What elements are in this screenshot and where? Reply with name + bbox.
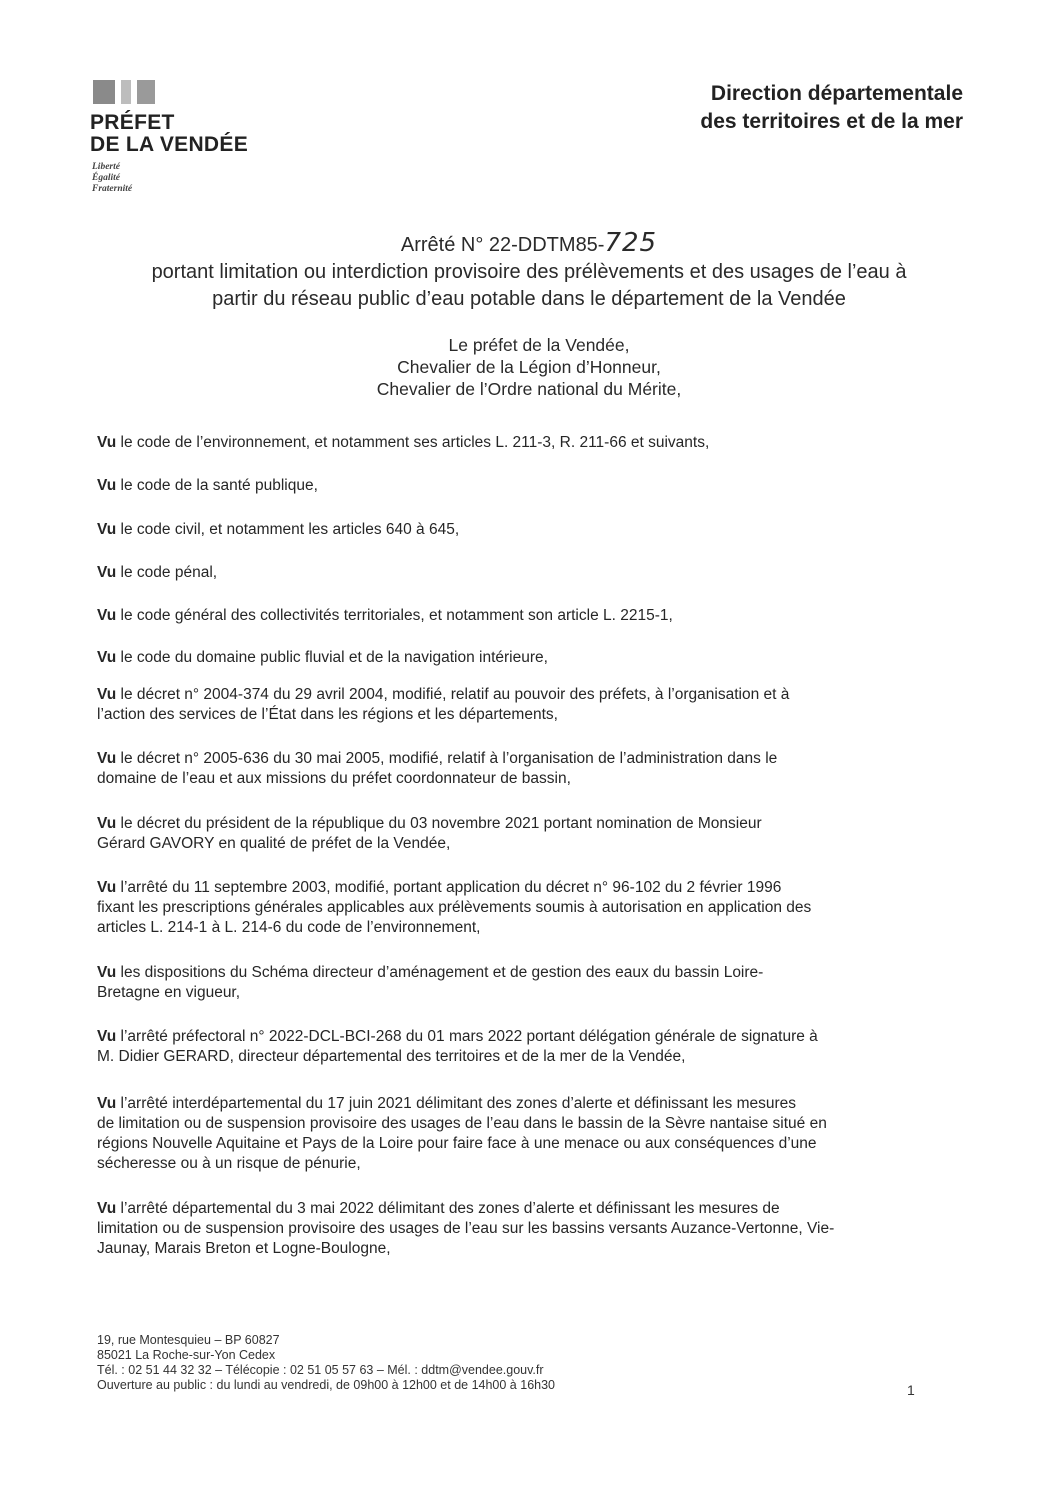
subject-line-2: partir du réseau public d’eau potable dans le département de la Vendée — [212, 288, 846, 310]
visa-line — [97, 606, 975, 626]
visa-paragraph — [97, 1094, 975, 1174]
visa-line — [97, 1094, 975, 1114]
visa-line — [97, 1047, 975, 1067]
visa-keyword: Vu — [97, 649, 117, 666]
arrete-handwritten-number: 725 — [604, 228, 658, 258]
logo-line-vendee: DE LA VENDÉE — [90, 133, 249, 156]
direction-line-1: Direction départementale — [710, 82, 963, 105]
visa-text: le code de l’environnement, et notamment ses articles L. 211-3, R. 211-66 et suivants, — [120, 434, 710, 451]
visa-keyword: Vu — [97, 879, 117, 896]
visa-line — [97, 433, 975, 453]
visa-keyword: Vu — [97, 521, 117, 538]
marianne-flag-icon — [93, 80, 290, 106]
visa-text: de limitation ou de suspension provisoire des usages de l’eau dans le bassin de la Sèvre nantaise situé en — [97, 1115, 827, 1132]
visa-paragraph — [97, 563, 975, 583]
visa-line — [97, 749, 975, 769]
visa-paragraph — [97, 433, 975, 453]
visa-text: fixant les prescriptions générales applicables aux prélèvements soumis à autorisation en application des — [97, 899, 812, 916]
prefecture-logo — [90, 80, 290, 195]
prefet-line-1: Le préfet de la Vendée, — [448, 335, 630, 355]
visa-text: M. Didier GERARD, directeur départemental des territoires et de la mer de la Vendée, — [97, 1048, 686, 1065]
visa-text: Gérard GAVORY en qualité de préfet de la Vendée, — [97, 835, 451, 852]
visa-paragraph — [97, 685, 975, 725]
visa-keyword: Vu — [97, 607, 117, 624]
visa-line — [97, 834, 975, 854]
page-number: 1 — [907, 1382, 915, 1398]
visa-line — [97, 1114, 975, 1134]
visa-text: articles L. 214-1 à L. 214-6 du code de l’environnement, — [97, 919, 481, 936]
visa-text: le code civil, et notamment les articles 640 à 645, — [120, 521, 460, 538]
visa-line — [97, 1154, 975, 1174]
prefet-line-2: Chevalier de la Légion d’Honneur, — [397, 357, 661, 377]
visa-line — [97, 878, 975, 898]
visa-paragraph — [97, 814, 975, 854]
visa-line — [97, 898, 975, 918]
logo-line-prefet: PRÉFET — [90, 111, 175, 134]
visa-keyword: Vu — [97, 477, 117, 494]
visa-text: domaine de l’eau et aux missions du préfet coordonnateur de bassin, — [97, 770, 571, 787]
visa-paragraph — [97, 1199, 975, 1259]
motto-liberte: Liberté — [92, 162, 120, 172]
visa-line — [97, 1199, 975, 1219]
visa-keyword: Vu — [97, 1028, 117, 1045]
direction-heading — [700, 80, 963, 136]
visa-text: Bretagne en vigueur, — [97, 984, 241, 1001]
visa-text: régions Nouvelle Aquitaine et Pays de la Loire pour faire face à une menace ou aux conséquences d’une — [97, 1135, 817, 1152]
visa-text: le décret n° 2004-374 du 29 avril 2004, modifié, relatif au pouvoir des préfets, à l’organisation et à — [120, 686, 790, 703]
visa-keyword: Vu — [97, 686, 117, 703]
visa-line — [97, 1134, 975, 1154]
visa-text: l’arrêté départemental du 3 mai 2022 délimitant des zones d’alerte et définissant les mesures de — [120, 1200, 780, 1217]
visa-line — [97, 769, 975, 789]
address-footer — [97, 1333, 555, 1393]
visa-text: sécheresse ou à un risque de pénurie, — [97, 1155, 361, 1172]
visa-line — [97, 1239, 975, 1259]
visa-line — [97, 1027, 975, 1047]
visa-text: le décret n° 2005-636 du 30 mai 2005, modifié, relatif à l’organisation de l’administration dans le — [120, 750, 778, 767]
visa-text: Jaunay, Marais Breton et Logne-Boulogne, — [97, 1240, 391, 1257]
prefet-line-3: Chevalier de l’Ordre national du Mérite, — [376, 379, 682, 399]
visa-paragraph — [97, 878, 975, 938]
visa-line — [97, 476, 975, 496]
visa-line — [97, 983, 975, 1003]
footer-address-line: 19, rue Montesquieu – BP 60827 — [97, 1333, 280, 1347]
visa-text: le décret du président de la république du 03 novembre 2021 portant nomination de Monsieur — [120, 815, 762, 832]
visa-keyword: Vu — [97, 564, 117, 581]
footer-city-line: 85021 La Roche-sur-Yon Cedex — [97, 1348, 276, 1362]
visa-text: l’arrêté interdépartemental du 17 juin 2021 délimitant des zones d’alerte et définissant les mesures — [120, 1095, 797, 1112]
visa-paragraph — [97, 963, 975, 1003]
visa-keyword: Vu — [97, 964, 117, 981]
subject-line-1: portant limitation ou interdiction provisoire des prélèvements et des usages de l’eau à — [151, 261, 907, 283]
visa-keyword: Vu — [97, 1200, 117, 1217]
visa-keyword: Vu — [97, 1095, 117, 1112]
visa-line — [97, 918, 975, 938]
visa-text: l’arrêté du 11 septembre 2003, modifié, portant application du décret n° 96-102 du 2 février 1996 — [120, 879, 782, 896]
visa-paragraph — [97, 520, 975, 540]
visa-text: limitation ou de suspension provisoire des usages de l’eau sur les bassins versants Auzance-Vertonne, Vie- — [97, 1220, 835, 1237]
arrete-number — [40, 228, 1018, 258]
footer-hours-line: Ouverture au public : du lundi au vendredi, de 09h00 à 12h00 et de 14h00 à 16h30 — [97, 1378, 555, 1392]
motto-egalite: Égalité — [92, 173, 120, 183]
visa-text: l’action des services de l’État dans les régions et les départements, — [97, 706, 558, 723]
visa-line — [97, 648, 975, 668]
visa-line — [97, 685, 975, 705]
visa-text: le code du domaine public fluvial et de la navigation intérieure, — [120, 649, 548, 666]
visa-paragraph — [97, 476, 975, 496]
visa-line — [97, 814, 975, 834]
visa-paragraph — [97, 749, 975, 789]
visa-line — [97, 520, 975, 540]
visa-text: le code général des collectivités territoriales, et notamment son article L. 2215-1, — [120, 607, 673, 624]
republic-motto — [92, 162, 290, 195]
visa-text: les dispositions du Schéma directeur d’aménagement et de gestion des eaux du bassin Loire- — [120, 964, 764, 981]
visa-paragraph — [97, 1027, 975, 1067]
visa-keyword: Vu — [97, 815, 117, 832]
footer-contact-line: Tél. : 02 51 44 32 32 – Télécopie : 02 51 05 57 63 – Mél. : ddtm@vendee.gouv.fr — [97, 1363, 544, 1377]
visa-text: le code pénal, — [120, 564, 218, 581]
visa-line — [97, 705, 975, 725]
visa-line — [97, 563, 975, 583]
visa-line — [97, 963, 975, 983]
visa-keyword: Vu — [97, 434, 117, 451]
arrete-subject — [40, 259, 1018, 313]
visa-paragraph — [97, 606, 975, 626]
arrete-number-prefix: Arrêté N° 22-DDTM85- — [400, 234, 605, 256]
motto-fraternite: Fraternité — [92, 184, 133, 194]
visa-text: l’arrêté préfectoral n° 2022-DCL-BCI-268 du 01 mars 2022 portant délégation générale de signature à — [120, 1028, 818, 1045]
visa-line — [97, 1219, 975, 1239]
visa-keyword: Vu — [97, 750, 117, 767]
direction-line-2: des territoires et de la mer — [700, 110, 963, 133]
visa-paragraph — [97, 648, 975, 668]
prefet-titles — [0, 334, 1058, 400]
visa-text: le code de la santé publique, — [120, 477, 318, 494]
